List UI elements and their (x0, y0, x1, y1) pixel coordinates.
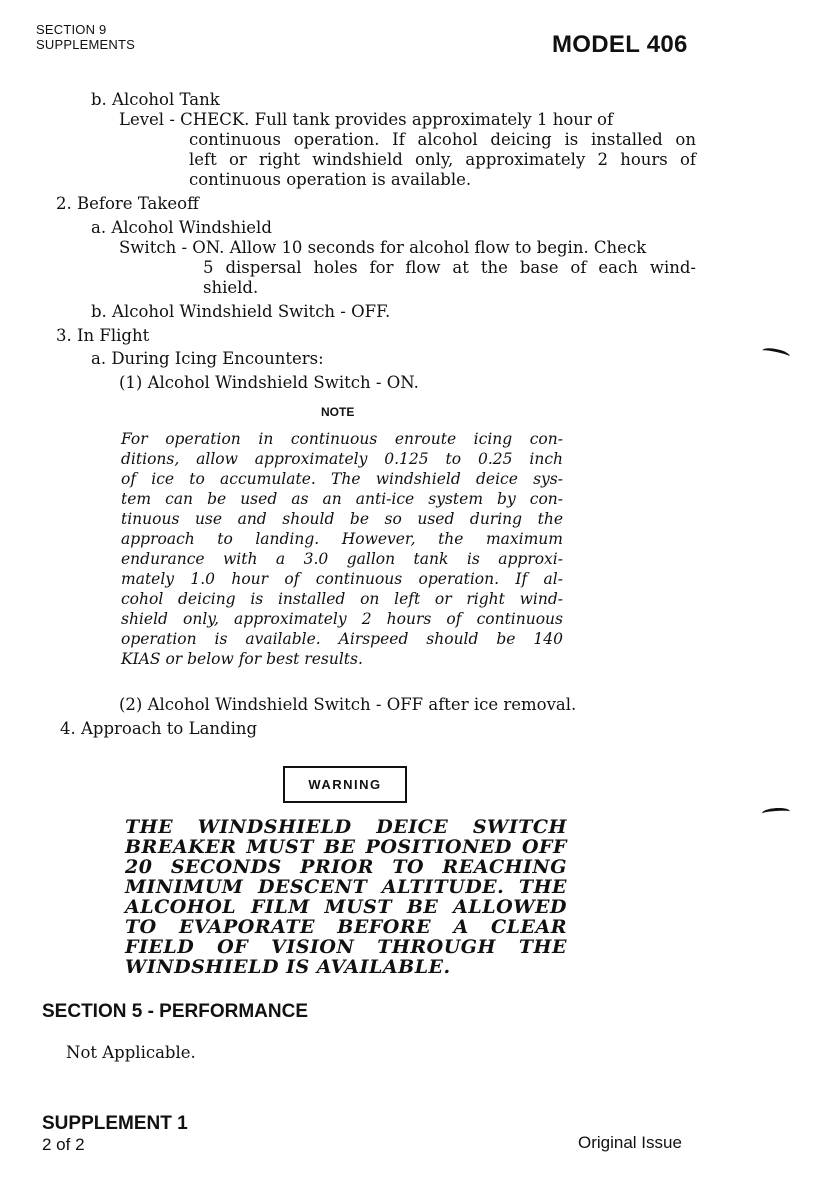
warning-line: THE WINDSHIELD DEICE SWITCH (125, 816, 567, 838)
note-line: shield only, approximately 2 hours of continuous (121, 610, 563, 628)
warning-line: MINIMUM DESCENT ALTITUDE. THE (125, 876, 567, 898)
note-line: operation is available. Airspeed should be 140 (121, 630, 563, 648)
header-section-label: SECTION 9 (36, 22, 107, 37)
warning-line: ALCOHOL FILM MUST BE ALLOWED (125, 896, 567, 918)
note-line: KIAS or below for best results. (121, 650, 363, 668)
alcohol-tank-text-line: continuous operation is available. (189, 170, 472, 189)
section5-body: Not Applicable. (66, 1043, 196, 1062)
warning-line: FIELD OF VISION THROUGH THE (125, 936, 567, 958)
header-supplements-label: SUPPLEMENTS (36, 37, 136, 52)
change-bar-mark (762, 807, 791, 818)
warning-line: BREAKER MUST BE POSITIONED OFF (125, 836, 567, 858)
alcohol-tank-heading: b. Alcohol Tank (91, 90, 220, 109)
footer-page-number: 2 of 2 (42, 1135, 85, 1154)
warning-line: 20 SECONDS PRIOR TO REACHING (125, 856, 567, 878)
footer-issue-label: Original Issue (578, 1133, 682, 1152)
warning-body (125, 817, 567, 977)
note-line: For operation in continuous enroute icing con- (121, 430, 563, 448)
alcohol-tank-level-line: Level - CHECK. Full tank provides approximately 1 hour of (119, 110, 614, 129)
icing-encounters-heading: a. During Icing Encounters: (91, 349, 324, 368)
note-line: tinuous use and should be so used during the (121, 510, 563, 528)
alcohol-tank-text-line: continuous operation. If alcohol deicing is installed on (189, 130, 696, 149)
note-line: endurance with a 3.0 gallon tank is approxi- (121, 550, 563, 568)
alcohol-windshield-text-line: 5 dispersal holes for flow at the base of each wind- (203, 258, 696, 277)
note-line: approach to landing. However, the maximum (121, 530, 563, 548)
step-before-takeoff: 2. Before Takeoff (56, 194, 199, 213)
warning-line: TO EVAPORATE BEFORE A CLEAR (125, 916, 567, 938)
change-bar-mark (761, 346, 790, 361)
section5-title: SECTION 5 - PERFORMANCE (42, 1001, 309, 1022)
header-model-title: MODEL 406 (552, 31, 688, 58)
warning-line: WINDSHIELD IS AVAILABLE. (125, 956, 451, 978)
note-body (121, 429, 563, 669)
note-label: NOTE (321, 405, 355, 419)
windshield-switch-on-step: (1) Alcohol Windshield Switch - ON. (119, 373, 419, 392)
footer-supplement-label: SUPPLEMENT 1 (42, 1113, 188, 1134)
warning-box (283, 766, 407, 803)
warning-label: WARNING (308, 777, 382, 792)
alcohol-windshield-text-line: shield. (203, 278, 259, 297)
alcohol-tank-text-line: left or right windshield only, approximately 2 hours of (189, 150, 696, 169)
alcohol-windshield-heading: a. Alcohol Windshield (91, 218, 272, 237)
alcohol-windshield-switch-off: b. Alcohol Windshield Switch - OFF. (91, 302, 391, 321)
windshield-switch-off-step: (2) Alcohol Windshield Switch - OFF after ice removal. (119, 695, 577, 714)
step-in-flight: 3. In Flight (56, 326, 150, 345)
alcohol-windshield-switch-line: Switch - ON. Allow 10 seconds for alcohol flow to begin. Check (119, 238, 647, 257)
note-line: mately 1.0 hour of continuous operation. If al- (121, 570, 563, 588)
note-line: cohol deicing is installed on left or right wind- (121, 590, 563, 608)
step-approach-to-landing: 4. Approach to Landing (60, 719, 258, 738)
note-line: of ice to accumulate. The windshield deice sys- (121, 470, 563, 488)
note-line: ditions, allow approximately 0.125 to 0.25 inch (121, 450, 563, 468)
note-line: tem can be used as an anti-ice system by con- (121, 490, 563, 508)
